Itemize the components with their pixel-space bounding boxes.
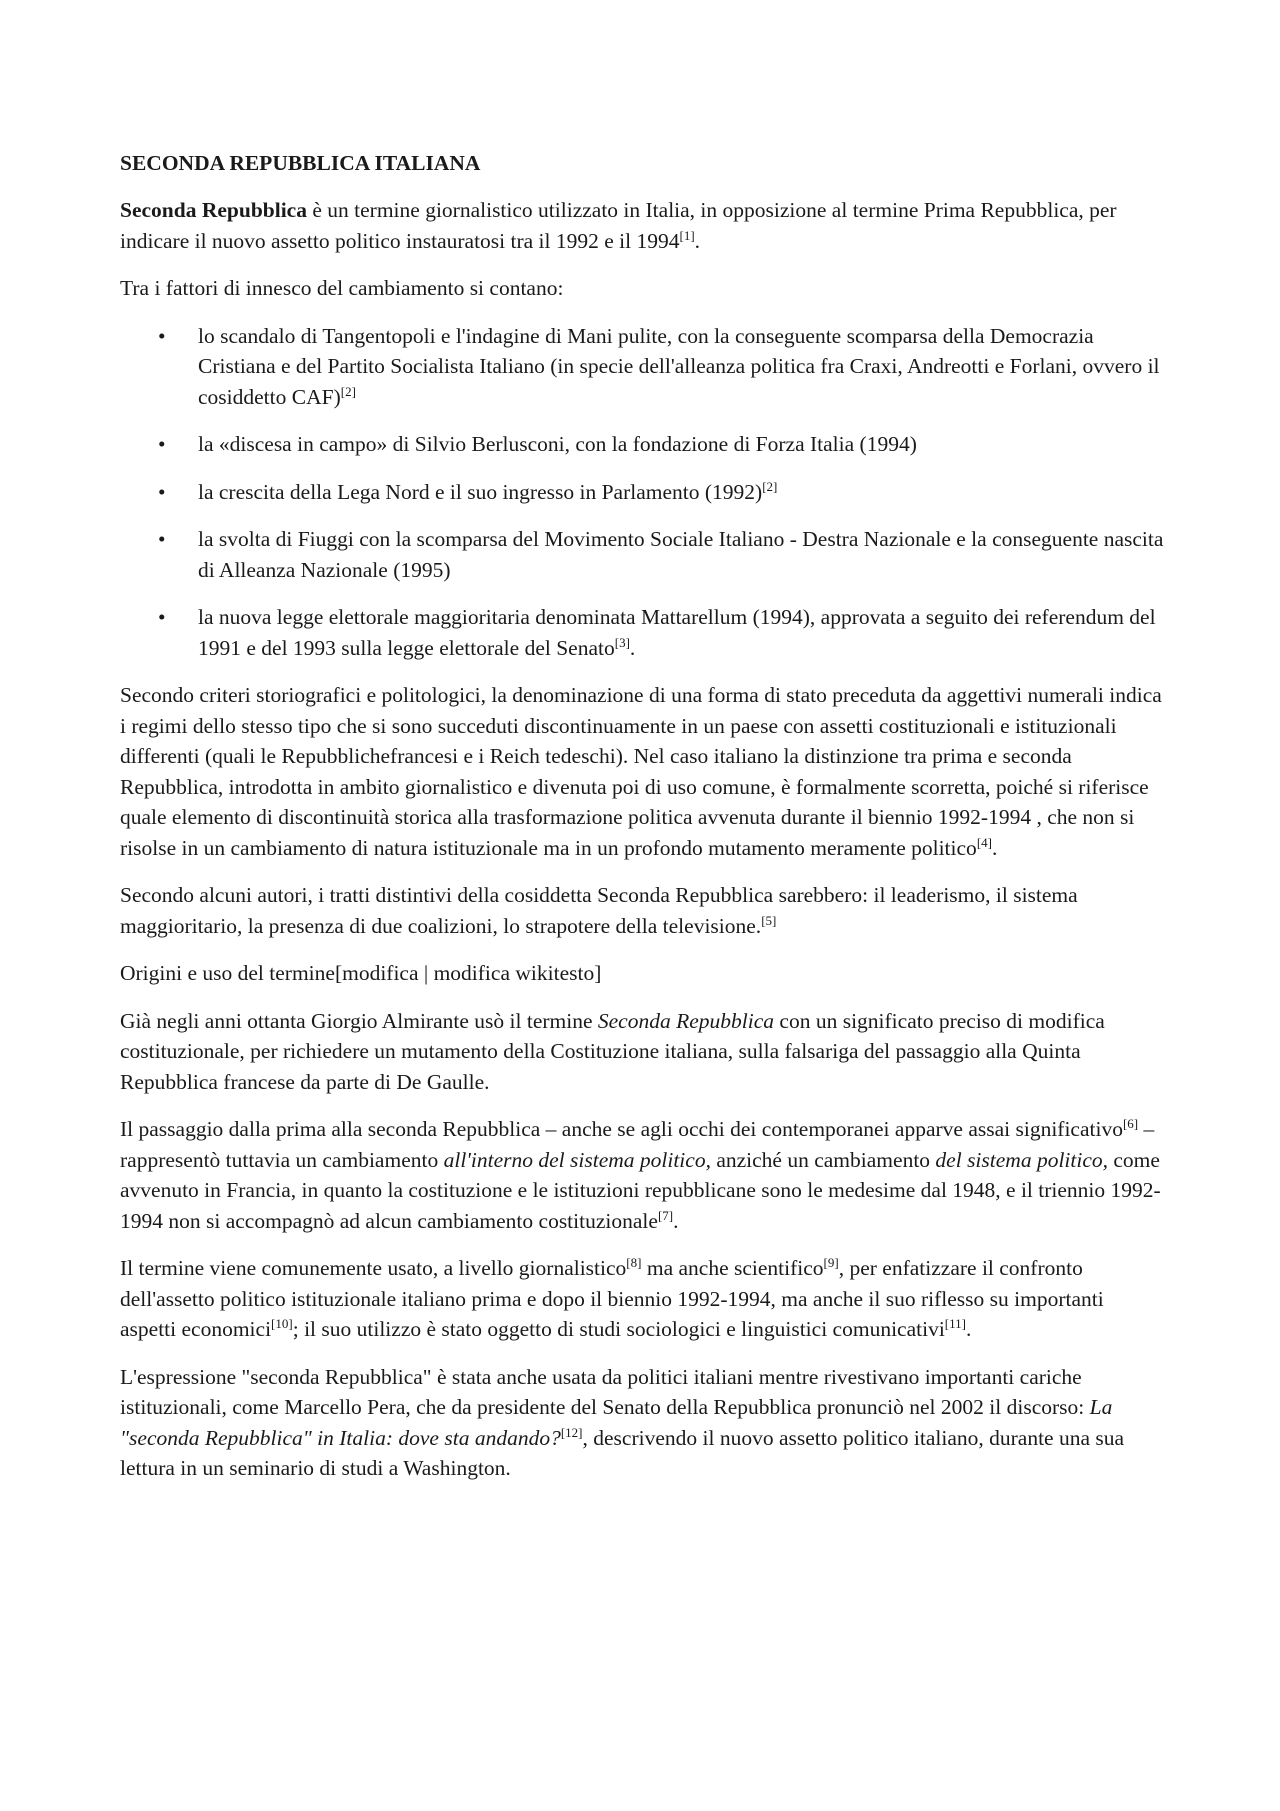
intro-paragraph [120, 195, 1165, 256]
passage-text-c: anziché un cambiamento [710, 1147, 936, 1172]
footnote-ref: [10] [271, 1316, 293, 1331]
bullet-icon: • [158, 323, 166, 348]
list-item-text: la svolta di Fiuggi con la scomparsa del Movimento Sociale Italiano - Destra Nazionale e la conseguente nascita di Alleanza Nazionale (1995) [198, 527, 1164, 582]
traits-text: Secondo alcuni autori, i tratti distintivi della cosiddetta Seconda Repubblica sarebbero: il leaderismo, il sistema maggioritario, la presenza di due coalizioni, lo strapotere della televisione. [120, 883, 1078, 938]
document-title: SECONDA REPUBBLICA ITALIANA [120, 151, 481, 175]
bullet-icon: • [158, 432, 166, 456]
bullet-icon: • [158, 479, 166, 504]
usage-text-c: , per enfatizzare il confronto dell'assetto politico istituzionale italiano prima e dopo il biennio 1992-1994, ma anche il suo riflesso su importanti aspetti economici [120, 1256, 1104, 1341]
pera-italic: La "seconda Repubblica" in Italia: dove sta andando? [120, 1395, 1113, 1450]
footnote-ref: [8] [626, 1255, 642, 1270]
footnote-ref: [5] [761, 912, 777, 928]
traits-paragraph [120, 880, 1165, 941]
list-item-end: . [629, 635, 636, 660]
list-item [120, 602, 1165, 663]
passage-end: . [673, 1208, 679, 1233]
usage-paragraph [120, 1253, 1165, 1345]
intro-bold-term: Seconda Repubblica [120, 198, 307, 222]
passage-text-a: Il passaggio dalla prima alla seconda Repubblica – anche se agli occhi dei contemporanei apparve assai significativo [120, 1117, 1123, 1141]
passage-paragraph [120, 1114, 1165, 1236]
footnote-ref: [9] [823, 1255, 839, 1270]
footnote-ref: [1] [679, 227, 695, 243]
list-item-text: la nuova legge elettorale maggioritaria denominata Mattarellum (1994), approvata a seguito dei referendum del 1991 e del 1993 sulla legge elettorale del Senato [198, 605, 1156, 660]
list-item-text: la crescita della Lega Nord e il suo ingresso in Parlamento (1992) [198, 479, 763, 504]
usage-end: . [965, 1317, 972, 1341]
list-item-text: lo scandalo di Tangentopoli e l'indagine di Mani pulite, con la conseguente scomparsa della Democrazia Cristiana e del Partito Socialista Italiano (in specie dell'alleanza politica fra Craxi, Andreotti e Forlani, ovvero il cosiddetto CAF) [198, 323, 1160, 409]
almirante-paragraph [120, 1006, 1165, 1098]
usage-text-d: ; il suo utilizzo è stato oggetto di studi sociologici e linguistici comunicativi [292, 1317, 945, 1341]
almirante-text-b: con un significato preciso di modifica costituzionale, per richiedere un mutamento della Costituzione italiana, sulla falsariga del passaggio alla Quinta Repubblica francese da parte di De Gaulle. [120, 1008, 1105, 1094]
list-item [120, 321, 1165, 413]
usage-text-b: ma anche scientifico [641, 1256, 824, 1280]
pera-text-b: , descrivendo il nuovo assetto politico italiano, durante una sua lettura in un seminario di studi a Washington. [120, 1425, 1125, 1480]
criteria-paragraph [120, 680, 1165, 863]
list-item [120, 477, 1165, 508]
list-item-text: la «discesa in campo» di Silvio Berlusconi, con la fondazione di Forza Italia (1994) [198, 432, 917, 456]
intro-text: è un termine giornalistico utilizzato in Italia, in opposizione al termine Prima Repubblica, per indicare il nuovo assetto politico instauratosi tra il 1992 e il 1994 [120, 198, 1117, 253]
document-page [120, 148, 1165, 1501]
factors-list [120, 321, 1165, 664]
passage-italic-1: all'interno del sistema politico, [443, 1147, 711, 1172]
footnote-ref: [12] [560, 1424, 583, 1440]
criteria-end: . [991, 835, 998, 860]
intro-end: . [694, 228, 701, 253]
footnote-ref: [7] [657, 1207, 674, 1223]
list-item [120, 524, 1165, 585]
footnote-ref: [6] [1122, 1116, 1139, 1131]
passage-text-d: come avvenuto in Francia, in quanto la costituzione e le istituzioni repubblicane sono le medesime dal 1948, e il triennio 1992-1994 non si accompagnò ad alcun cambiamento costituzionale [120, 1147, 1161, 1233]
passage-italic-2: del sistema politico, [935, 1147, 1108, 1172]
criteria-text: Secondo criteri storiografici e politologici, la denominazione di una forma di stato preceduta da aggettivi numerali indica i regimi dello stesso tipo che si sono succeduti discontinuamente in un paese con assetti costituzionali e istituzionali differenti (quali le Repubblichefrancesi e i Reich tedeschi). Nel caso italiano la distinzione tra prima e seconda Repubblica, introdotta in ambito giornalistico e divenuta poi di uso comune, è formalmente scorretta, poiché si riferisce quale elemento di discontinuità storica alla trasformazione politica avvenuta durante il biennio 1992-1994 , che non si risolse in un cambiamento di natura istituzionale ma in un profondo mutamento meramente politico [120, 683, 1162, 860]
footnote-ref: [4] [976, 834, 992, 850]
list-intro-paragraph: Tra i fattori di innesco del cambiamento si contano: [120, 276, 564, 300]
footnote-ref: [2] [762, 478, 778, 494]
pera-paragraph [120, 1362, 1165, 1484]
passage-text-b: – rappresentò tuttavia un cambiamento [120, 1117, 1155, 1172]
pera-text-a: L'espressione "seconda Repubblica" è stata anche usata da politici italiani mentre rivestivano importanti cariche istituzionali, come Marcello Pera, che da presidente del Senato della Repubblica pronunciò nel 2002 il discorso: [120, 1364, 1090, 1419]
footnote-ref: [3] [614, 634, 630, 650]
bullet-icon: • [158, 605, 166, 629]
footnote-ref: [2] [340, 383, 356, 399]
list-item [120, 429, 1165, 460]
almirante-italic: Seconda Repubblica [597, 1008, 775, 1033]
almirante-text-a: Già negli anni ottanta Giorgio Almirante usò il termine [120, 1008, 598, 1033]
section-heading: Origini e uso del termine[modifica | modifica wikitesto] [120, 961, 602, 985]
bullet-icon: • [158, 527, 166, 551]
footnote-ref: [11] [944, 1316, 966, 1331]
usage-text-a: Il termine viene comunemente usato, a livello giornalistico [120, 1256, 627, 1280]
